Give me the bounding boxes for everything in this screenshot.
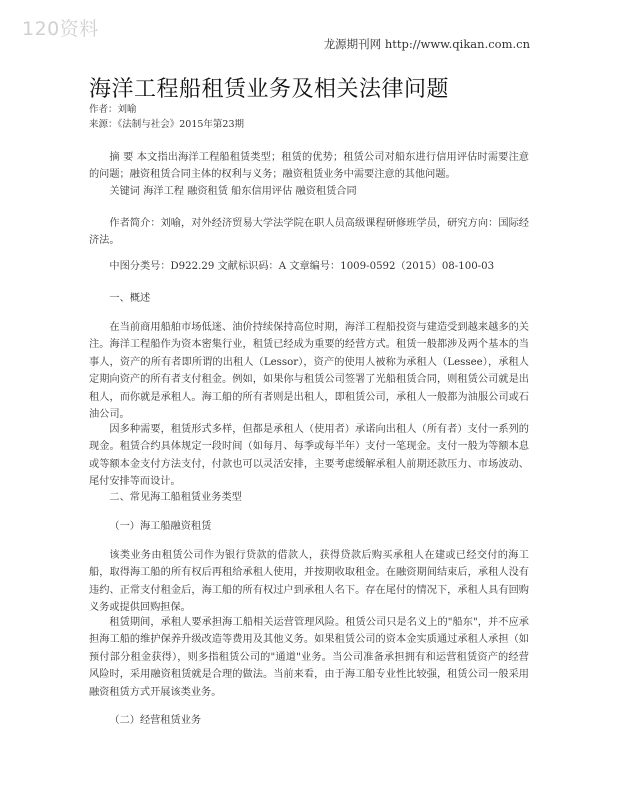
section-heading: 一、概述	[109, 293, 151, 304]
keywords: 关键词 海洋工程 融资租赁 船东信用评估 融资租赁合同	[109, 186, 357, 197]
paragraph: 该类业务由租赁公司作为银行贷款的借款人，获得贷款后购买承租人在建或已经交付的海工船，取得海工船的所有权后再租给承租人使用，并按期收取租金。在融资期间结束后，承租人没有违约、正常支付租金后，海工船的所有权过户到承租人名下。存在尾付的情况下，承租人具有回购义务或提供回购担保。	[89, 550, 529, 614]
subsection-heading: （一）海工船融资租赁	[109, 521, 212, 532]
page-title: 海洋工程船租赁业务及相关法律问题	[89, 77, 450, 102]
publisher-url[interactable]: http://www.qikan.com.cn	[384, 37, 530, 51]
classification: 中图分类号：D922.29 文献标识码：A 文章编号：1009-0592（2015）08-100-03	[109, 261, 495, 272]
paragraph: 租赁期间，承租人要承担海工船相关运营管理风险。租赁公司只是名义上的"船东"，并不应承担海工船的维护保养升级改造等费用及其他义务。如果租赁公司的资本金实质通过承租人承担（如预付部分租金获得），则多指租赁公司的"通道"业务。当公司准备承担拥有和运营租赁资产的经营风险时，采用融资租赁就是合理的做法。当前来看，由于海工船专业性比较强，租赁公司一般采用融资租赁方式开展该类业务。	[89, 617, 529, 698]
publisher-name: 龙源期刊网	[323, 37, 382, 51]
section-heading: 二、常见海工船租赁业务类型	[109, 492, 242, 503]
watermark: 120资料	[22, 18, 99, 40]
source-header	[324, 36, 530, 52]
author-line: 作者：刘喻	[89, 104, 137, 115]
author-bio: 作者简介：刘喻，对外经济贸易大学法学院在职人员高级课程研修班学员，研究方向：国际经济法。	[89, 218, 529, 247]
paragraph: 在当前商用船舶市场低迷、油价持续保持高位时期，海洋工程船投资与建造受到越来越多的关注。海洋工程船作为资本密集行业，租赁已经成为重要的经营方式。租赁一般都涉及两个基本的当事人，资产的所有者即所谓的出租人（Lessor），资产的使用人被称为承租人（Lessee），承租人定期向资产的所有者支付租金。例如，如果你与租赁公司签署了光船租赁合同，则租赁公司就是出租人，而你就是承租人。海工船的所有者则是出租人，即租赁公司，承租人一般都为油服公司或石油公司。	[89, 322, 529, 421]
abstract: 摘 要 本文指出海洋工程船租赁类型；租赁的优势；租赁公司对船东进行信用评估时需要注意的问题；融资租赁合同主体的权利与义务；融资租赁业务中需要注意的其他问题。	[89, 152, 529, 181]
source-line: 来源：《法制与社会》2015年第23期	[89, 119, 245, 130]
subsection-heading: （二）经营租赁业务	[109, 715, 202, 726]
paragraph: 因多种需要，租赁形式多样，但都是承租人（使用者）承诺向出租人（所有者）支付一系列的现金。租赁合约具体规定一段时间（如每月、每季或每半年）支付一笔现金。支付一般为等额本息或等额本金支付方法支付，付款也可以灵活安排，主要考虑缓解承租人前期还款压力、市场波动、尾付安排等而设计。	[89, 424, 529, 488]
